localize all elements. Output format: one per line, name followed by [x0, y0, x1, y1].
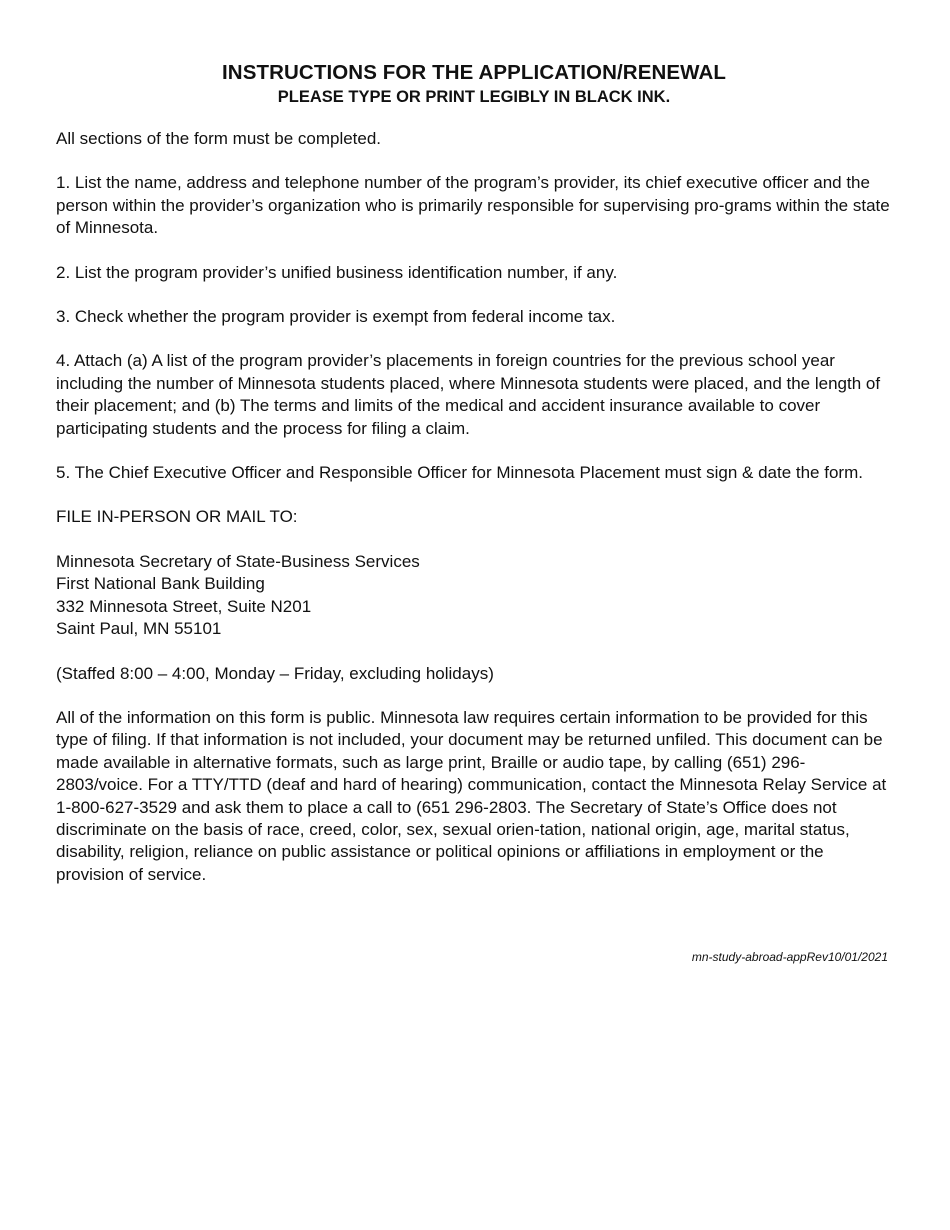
- document-page: [56, 60, 892, 908]
- instruction-item-4: 4. Attach (a) A list of the program provider’s placements in foreign countries for the previous school year including the number of Minnesota students placed, where Minnesota students were placed, and the length of their placement; and (b) The terms and limits of the medical and accident insurance available to cover participating students and the process for filing a claim.: [56, 351, 881, 438]
- form-revision-code: mn-study-abroad-appRev10/01/2021: [691, 950, 888, 964]
- mailing-address: [56, 551, 892, 641]
- address-line-2: First National Bank Building: [56, 574, 265, 594]
- page-subtitle: PLEASE TYPE OR PRINT LEGIBLY IN BLACK INK.: [277, 88, 671, 106]
- instruction-item-1: 1. List the name, address and telephone number of the program’s provider, its chief executive officer and the person within the provider’s organization who is primarily responsible for supervising pro-grams within the state of Minnesota.: [56, 173, 890, 238]
- filing-heading: FILE IN-PERSON OR MAIL TO:: [56, 507, 298, 527]
- public-notice: All of the information on this form is public. Minnesota law requires certain information to be provided for this type of filing. If that information is not included, your document may be returned unfiled. This document can be made available in alternative formats, such as large print, Braille or audio tape, by calling (651) 296-2803/voice. For a TTY/TTD (deaf and hard of hearing) communication, contact the Minnesota Relay Service at 1-800-627-3529 and ask them to place a call to (651 296-2803. The Secretary of State’s Office does not discriminate on the basis of race, creed, color, sex, sexual orien-tation, national origin, age, marital status, disability, religion, reliance on public assistance or political opinions or affiliations in employment or the provision of service.: [56, 707, 887, 884]
- address-line-4: Saint Paul, MN 55101: [56, 619, 222, 639]
- instruction-item-3: 3. Check whether the program provider is exempt from federal income tax.: [56, 307, 616, 327]
- instruction-item-5: 5. The Chief Executive Officer and Responsible Officer for Minnesota Placement must sign & date the form.: [56, 463, 863, 483]
- address-line-3: 332 Minnesota Street, Suite N201: [56, 596, 312, 616]
- page-title: INSTRUCTIONS FOR THE APPLICATION/RENEWAL: [222, 61, 726, 84]
- address-line-1: Minnesota Secretary of State-Business Services: [56, 551, 420, 571]
- intro-text: All sections of the form must be completed.: [56, 129, 382, 148]
- instruction-item-2: 2. List the program provider’s unified business identification number, if any.: [56, 262, 618, 282]
- office-hours: (Staffed 8:00 – 4:00, Monday – Friday, excluding holidays): [56, 663, 494, 683]
